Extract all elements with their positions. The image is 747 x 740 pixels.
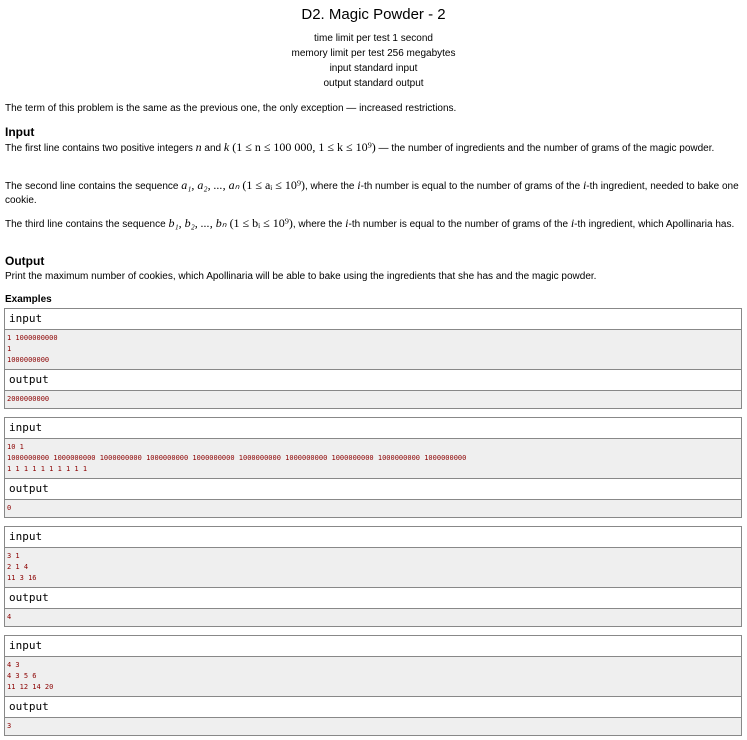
math-seq-b: b₁, b₂, ..., bₙ (168, 216, 227, 230)
example-input[interactable]: 4 3 4 3 5 6 11 12 14 20 (5, 657, 741, 696)
math-k: k (223, 140, 230, 154)
example-input[interactable]: 1 1000000000 1 1000000000 (5, 330, 741, 369)
text: -th ingredient, needed to bake one cookie. (5, 181, 739, 206)
statement-intro: The term of this problem is the same as the previous one, the only exception — increased restrictions. (5, 103, 457, 114)
text: — the number of ingredients and the number of grams of the magic powder. (375, 143, 715, 154)
example-input[interactable]: 3 1 2 1 4 11 3 16 (5, 548, 741, 587)
math-i: i (357, 178, 361, 192)
constraint: (1 ≤ bᵢ ≤ 10⁹) (226, 216, 293, 230)
text: The second line contains the sequence (5, 181, 182, 192)
example-3 (4, 526, 742, 627)
math-i: i (582, 178, 587, 192)
output-spec: output standard output (323, 78, 424, 89)
input-label: input (5, 418, 741, 439)
math-i: i (570, 216, 575, 230)
text: -th ingredient, which Apollinaria has. (574, 219, 735, 230)
input-paragraph-3 (5, 216, 740, 232)
math-n: n (195, 140, 202, 154)
text: , where the (305, 181, 358, 192)
input-paragraph-1 (5, 140, 740, 156)
output-label: output (5, 697, 741, 718)
text: -th number is equal to the number of grams of the (360, 181, 583, 192)
examples-title: Examples (5, 294, 52, 305)
math-i: i (345, 216, 349, 230)
text: , where the (292, 219, 346, 230)
input-paragraph-2 (5, 178, 740, 208)
text: The third line contains the sequence (5, 219, 169, 230)
output-label: output (5, 370, 741, 391)
math-seq-a: a₁, a₂, ..., aₙ (181, 178, 240, 192)
constraint: (1 ≤ n ≤ 100 000, 1 ≤ k ≤ 10⁹) (229, 140, 376, 154)
time-limit: time limit per test 1 second (314, 33, 433, 44)
output-section-title: Output (5, 254, 45, 268)
output-paragraph: Print the maximum number of cookies, which Apollinaria will be able to bake using the ingredients that she has and the magic powder. (5, 271, 597, 282)
example-output[interactable]: 2000000000 (5, 391, 741, 408)
example-output[interactable]: 0 (5, 500, 741, 517)
input-spec: input standard input (329, 63, 418, 74)
text: The first line contains two positive integers (5, 143, 196, 154)
text: and (201, 143, 224, 154)
example-output[interactable]: 4 (5, 609, 741, 626)
constraint: (1 ≤ aᵢ ≤ 10⁹) (239, 178, 305, 192)
problem-title: D2. Magic Powder - 2 (301, 6, 446, 23)
input-label: input (5, 527, 741, 548)
output-label: output (5, 588, 741, 609)
input-section-title: Input (5, 125, 35, 139)
example-1 (4, 308, 742, 409)
input-label: input (5, 636, 741, 657)
memory-limit: memory limit per test 256 megabytes (291, 48, 456, 59)
example-4 (4, 635, 742, 736)
output-label: output (5, 479, 741, 500)
example-2 (4, 417, 742, 518)
input-label: input (5, 309, 741, 330)
text: -th number is equal to the number of grams of the (348, 219, 571, 230)
example-input[interactable]: 10 1 1000000000 1000000000 1000000000 1000000000 1000000000 1000000000 1000000000 1000000000 1000000000 1000000000 1 1 1 1 1 1 1 1 1 1 (5, 439, 741, 478)
example-output[interactable]: 3 (5, 718, 741, 735)
